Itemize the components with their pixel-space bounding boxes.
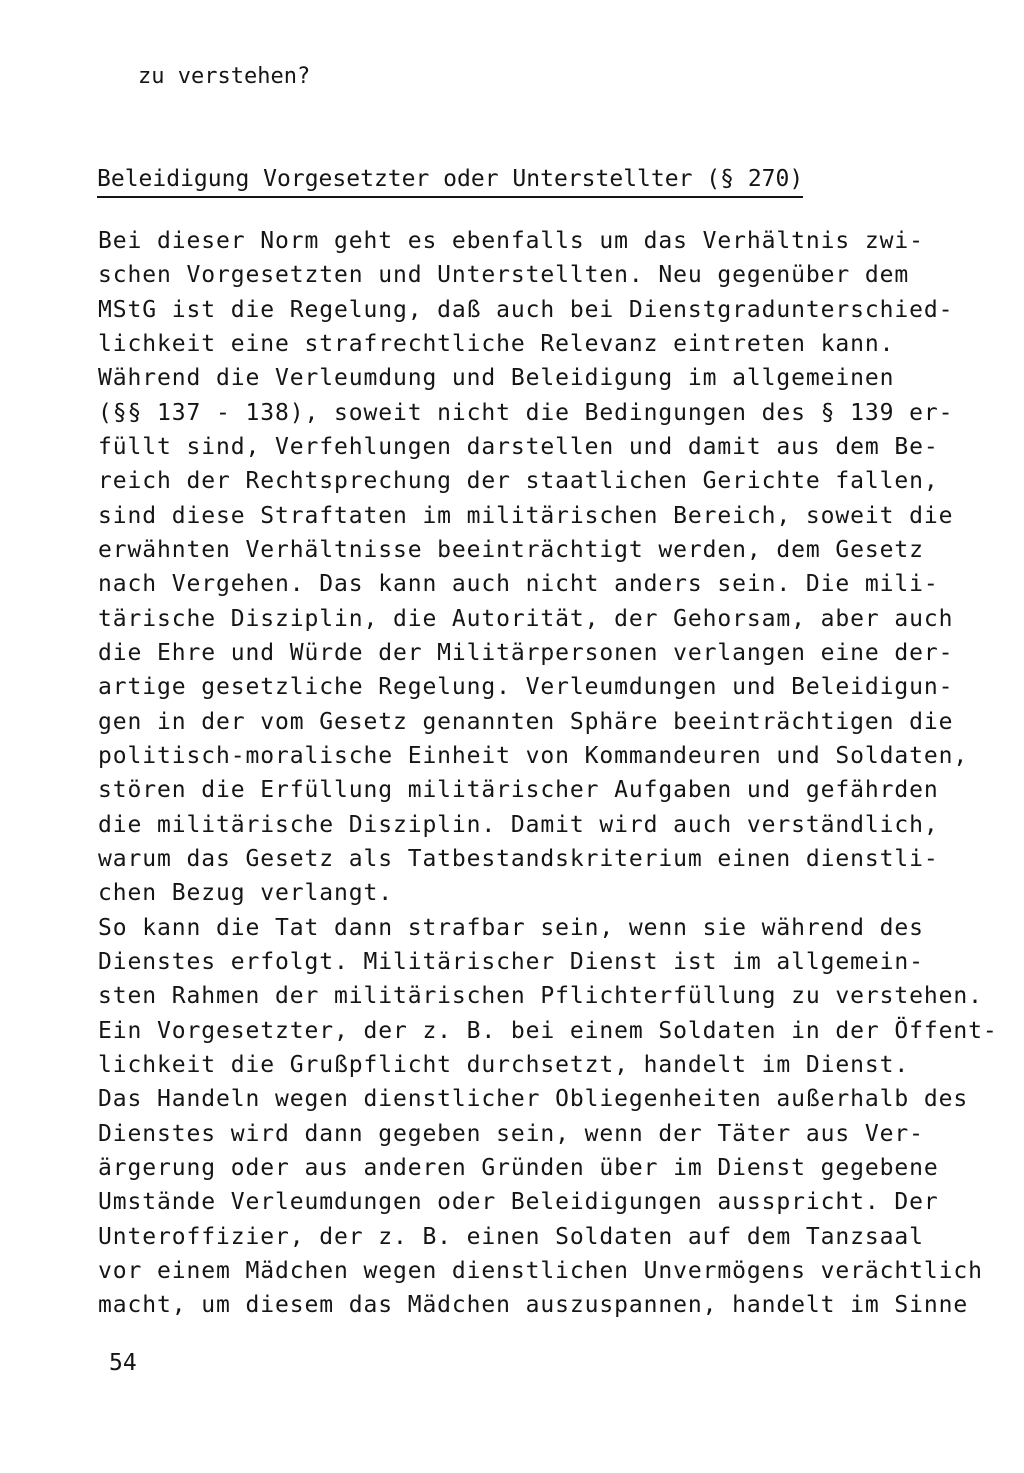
text-line: ärgerung oder aus anderen Gründen über im Dienst gegebene <box>98 1154 939 1181</box>
text-line: Dienstes erfolgt. Militärischer Dienst ist im allgemein- <box>98 948 924 975</box>
text-line: lichkeit die Grußpflicht durchsetzt, handelt im Dienst. <box>98 1051 910 1078</box>
carry-over-text: zu verstehen? <box>138 64 311 89</box>
text-line: erwähnten Verhältnisse beeinträchtigt werden, dem Gesetz <box>98 536 924 563</box>
text-line: macht, um diesem das Mädchen auszuspannen, handelt im Sinne <box>98 1292 969 1319</box>
text-line: die Ehre und Würde der Militärpersonen verlangen eine der- <box>98 639 954 666</box>
section-heading: Beleidigung Vorgesetzter oder Unterstellter (§ 270) <box>97 164 803 198</box>
text-line: (§§ 137 - 138), soweit nicht die Bedingungen des § 139 er- <box>98 399 954 426</box>
text-line: artige gesetzliche Regelung. Verleumdungen und Beleidigun- <box>98 674 954 701</box>
text-line: Während die Verleumdung und Beleidigung im allgemeinen <box>98 365 895 392</box>
text-line: tärische Disziplin, die Autorität, der Gehorsam, aber auch <box>98 605 954 632</box>
text-line: Bei dieser Norm geht es ebenfalls um das Verhältnis zwi- <box>98 228 924 254</box>
text-line: gen in der vom Gesetz genannten Sphäre beeinträchtigen die <box>98 708 954 735</box>
text-line: stören die Erfüllung militärischer Aufgaben und gefährden <box>98 777 939 804</box>
text-line: vor einem Mädchen wegen dienstlichen Unvermögens verächtlich <box>98 1257 983 1284</box>
text-line: politisch-moralische Einheit von Kommandeuren und Soldaten, <box>98 742 969 769</box>
page-number: 54 <box>109 1350 137 1376</box>
text-line: füllt sind, Verfehlungen darstellen und damit aus dem Be- <box>98 433 939 460</box>
text-line: sten Rahmen der militärischen Pflichterfüllung zu verstehen. <box>98 983 983 1010</box>
text-line: So kann die Tat dann strafbar sein, wenn sie während des <box>98 914 924 941</box>
text-line: sind diese Straftaten im militärischen Bereich, soweit die <box>98 502 954 529</box>
text-line: Das Handeln wegen dienstlicher Obliegenheiten außerhalb des <box>98 1086 969 1113</box>
text-line: Unteroffizier, der z. B. einen Soldaten auf dem Tanzsaal <box>98 1223 924 1250</box>
text-line: nach Vergehen. Das kann auch nicht anders sein. Die mili- <box>98 571 939 598</box>
text-line: Dienstes wird dann gegeben sein, wenn der Täter aus Ver- <box>98 1120 924 1147</box>
text-line: Umstände Verleumdungen oder Beleidigungen ausspricht. Der <box>98 1189 939 1216</box>
text-line: warum das Gesetz als Tatbestandskriterium einen dienstli- <box>98 845 939 872</box>
body-text <box>98 224 998 1323</box>
text-line: lichkeit eine strafrechtliche Relevanz eintreten kann. <box>98 330 895 357</box>
text-line: Ein Vorgesetzter, der z. B. bei einem Soldaten in der Öffent- <box>98 1017 998 1044</box>
text-line: MStG ist die Regelung, daß auch bei Dienstgradunterschied- <box>98 296 954 323</box>
text-line: schen Vorgesetzten und Unterstellten. Neu gegenüber dem <box>98 262 910 289</box>
text-line: die militärische Disziplin. Damit wird auch verständlich, <box>98 811 939 838</box>
text-line: chen Bezug verlangt. <box>98 880 393 907</box>
text-line: reich der Rechtsprechung der staatlichen Gerichte fallen, <box>98 468 939 495</box>
